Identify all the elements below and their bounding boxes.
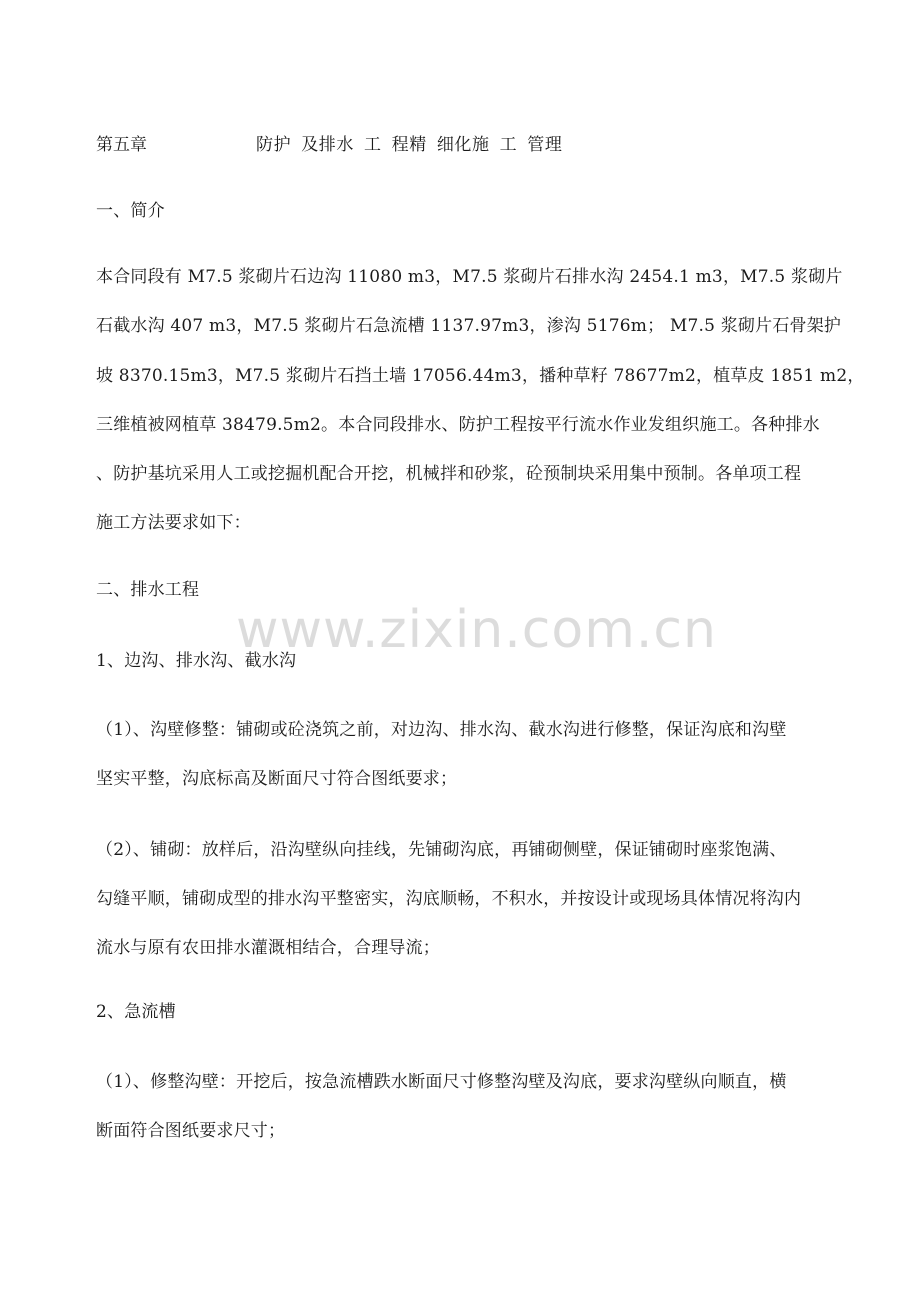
- subsection-2-item-1-line-1: （1）、修整沟壁：开挖后，按急流槽跌水断面尺寸修整沟壁及沟底，要求沟壁纵向顺直，横: [96, 1072, 787, 1092]
- chapter-number: 第五章: [96, 135, 147, 155]
- chapter-title: 防护 及排水 工 程精 细化施 工 管理: [256, 135, 563, 155]
- intro-line-3: 坡 8370.15m3，M7.5 浆砌片石挡土墙 17056.44m3，播种草籽 78677m2，植草皮 1851 m2，: [96, 366, 865, 386]
- subsection-1-item-2-line-1: （2）、铺砌：放样后，沿沟壁纵向挂线，先铺砌沟底，再铺砌侧壁，保证铺砌时座浆饱满、: [96, 840, 787, 860]
- subsection-2-heading: 2、急流槽: [96, 1002, 176, 1022]
- intro-heading: 一、简介: [96, 201, 165, 221]
- drainage-heading: 二、排水工程: [96, 580, 200, 600]
- subsection-2-item-1-line-2: 断面符合图纸要求尺寸；: [96, 1121, 286, 1141]
- intro-line-6: 施工方法要求如下：: [96, 513, 251, 533]
- subsection-1-item-2-line-2: 勾缝平顺，铺砌成型的排水沟平整密实，沟底顺畅，不积水，并按设计或现场具体情况将沟内: [96, 889, 802, 909]
- intro-line-4: 三维植被网植草 38479.5m2。本合同段排水、防护工程按平行流水作业发组织施工。各种排水: [96, 415, 820, 435]
- intro-line-5: 、防护基坑采用人工或挖掘机配合开挖，机械拌和砂浆，砼预制块采用集中预制。各单项工程: [96, 464, 802, 484]
- intro-line-2: 石截水沟 407 m3，M7.5 浆砌片石急流槽 1137.97m3，渗沟 5176m； M7.5 浆砌片石骨架护: [96, 316, 842, 336]
- subsection-1-heading: 1、边沟、排水沟、截水沟: [96, 651, 297, 671]
- subsection-1-item-2-line-3: 流水与原有农田排水灌溉相结合，合理导流；: [96, 938, 440, 958]
- subsection-1-item-1-line-1: （1）、沟壁修整：铺砌或砼浇筑之前，对边沟、排水沟、截水沟进行修整，保证沟底和沟壁: [96, 720, 787, 740]
- intro-line-1: 本合同段有 M7.5 浆砌片石边沟 11080 m3，M7.5 浆砌片石排水沟 2454.1 m3，M7.5 浆砌片: [96, 267, 843, 287]
- subsection-1-item-1-line-2: 坚实平整，沟底标高及断面尺寸符合图纸要求；: [96, 769, 458, 789]
- watermark: www.zixin.com.cn: [236, 600, 717, 660]
